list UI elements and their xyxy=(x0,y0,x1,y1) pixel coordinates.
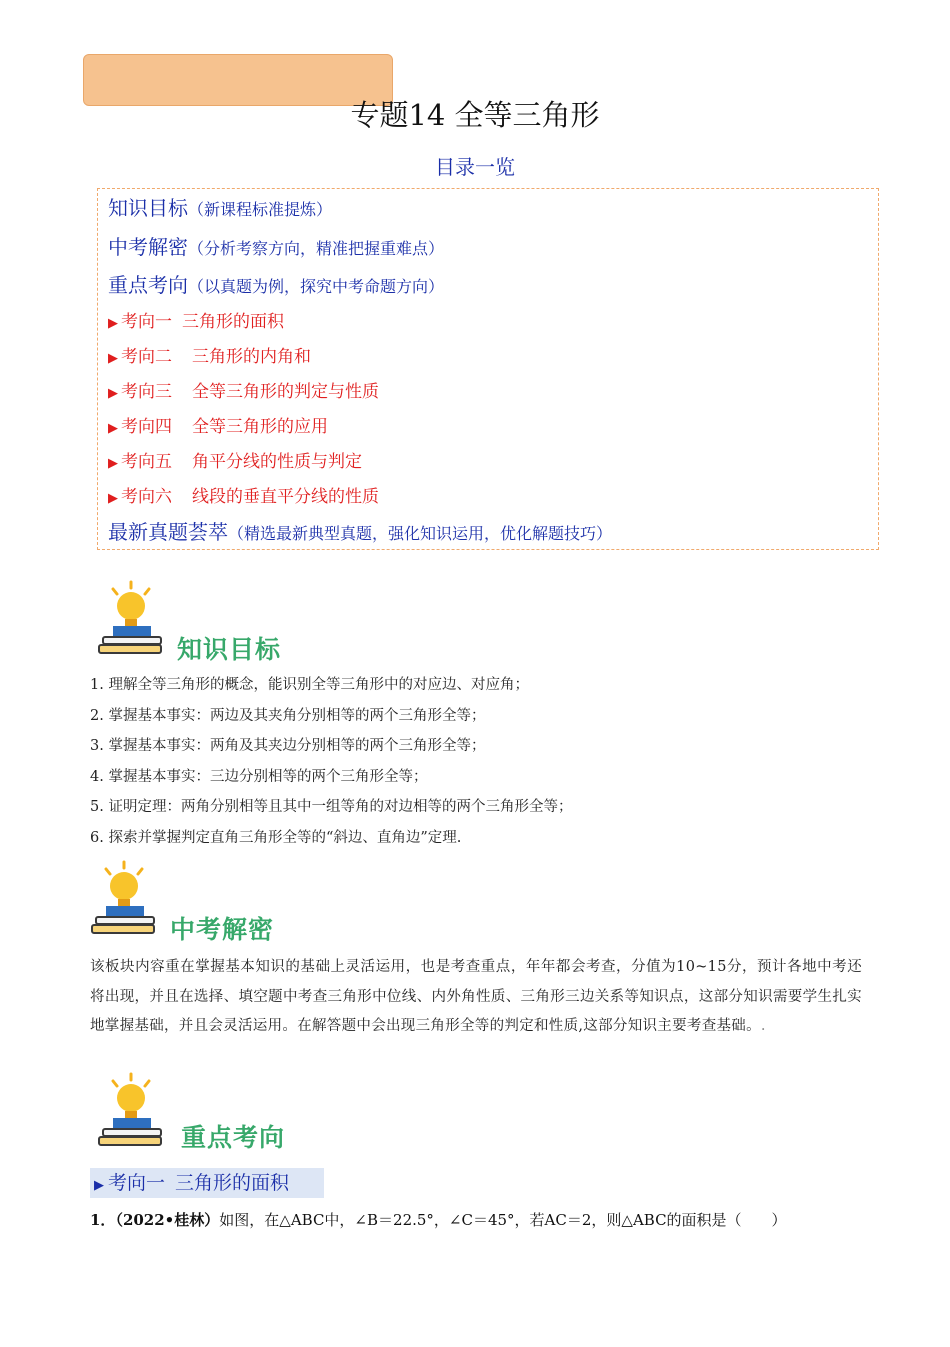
toc-subitem-4[interactable]: ▶ 考向四 全等三角形的应用 xyxy=(108,417,328,437)
toc-item-exam-decode[interactable]: 中考解密（分析考察方向，精准把握重难点） xyxy=(108,235,445,259)
list-item: 1. 理解全等三角形的概念，能识别全等三角形中的对应边、对应角； xyxy=(90,677,529,693)
section-title: 中考解密 xyxy=(170,915,275,944)
table-of-contents xyxy=(97,188,879,550)
toc-subitem-6[interactable]: ▶ 考向六 线段的垂直平分线的性质 xyxy=(108,487,379,507)
toc-item-key-directions[interactable]: 重点考向（以真题为例，探究中考命题方向） xyxy=(108,273,445,297)
section-title: 知识目标 xyxy=(177,635,282,664)
knowledge-goals-list xyxy=(90,673,890,857)
list-item: 5. 证明定理：两角分别相等且其中一组等角的对边相等的两个三角形全等； xyxy=(90,799,573,816)
topic-bar-1: ▶ 考向一 三角形的面积 xyxy=(90,1168,324,1198)
arrow-right-icon: ▶ xyxy=(108,351,118,366)
toc-subitem-2[interactable]: ▶ 考向二 三角形的内角和 xyxy=(108,347,311,367)
list-item: 3. 掌握基本事实：两角及其夹边分别相等的两个三角形全等； xyxy=(90,738,486,755)
toc-subitem-3[interactable]: ▶ 考向三 全等三角形的判定与性质 xyxy=(108,382,379,402)
exam-decode-paragraph: 该板块内容重在掌握基本知识的基础上灵活运用，也是考查重点，年年都会考查，分值为10~15分，预计各地中考还将出现，并且在选择、填空题中考查三角形中位线、内外角性质、三角形三边关系等知识点，这部分知识需要学生扎实地掌握基础，并且会灵活运用。在解答题中会出现三角形全等的判定和性质,这部分知识主要考查基础。. xyxy=(90,959,862,1034)
question-1: 1．（2022•桂林）如图，在△ABC中，∠B＝22.5°，∠C＝45°，若AC＝2，则△ABC的面积是（ ） xyxy=(90,1211,787,1229)
section-header-exam-decode xyxy=(88,860,328,944)
list-item: 2. 掌握基本事实：两边及其夹角分别相等的两个三角形全等； xyxy=(90,707,486,724)
section-header-knowledge-goals xyxy=(95,580,335,664)
list-item: 6. 探索并掌握判定直角三角形全等的“斜边、直角边”定理. xyxy=(90,829,462,846)
toc-heading: 目录一览 xyxy=(435,155,515,179)
arrow-right-icon: ▶ xyxy=(108,386,118,401)
section-title: 重点考向 xyxy=(181,1123,286,1152)
lightbulb-books-icon xyxy=(95,580,175,660)
arrow-right-icon: ▶ xyxy=(108,491,118,506)
toc-item-knowledge-goals[interactable]: 知识目标（新课程标准提炼） xyxy=(108,196,333,220)
list-item: 4. 掌握基本事实：三边分别相等的两个三角形全等； xyxy=(90,768,428,785)
arrow-right-icon: ▶ xyxy=(94,1178,104,1193)
lightbulb-books-icon xyxy=(88,860,168,940)
toc-item-latest-questions[interactable]: 最新真题荟萃（精选最新典型真题，强化知识运用，优化解题技巧） xyxy=(108,520,613,544)
arrow-right-icon: ▶ xyxy=(108,421,118,436)
arrow-right-icon: ▶ xyxy=(108,316,118,331)
arrow-right-icon: ▶ xyxy=(108,456,118,471)
page-title: 专题14 全等三角形 xyxy=(350,98,600,132)
toc-subitem-5[interactable]: ▶ 考向五 角平分线的性质与判定 xyxy=(108,452,362,472)
toc-subitem-1[interactable]: ▶ 考向一 三角形的面积 xyxy=(108,312,284,332)
lightbulb-books-icon xyxy=(95,1072,175,1152)
section-header-key-directions xyxy=(95,1072,335,1152)
